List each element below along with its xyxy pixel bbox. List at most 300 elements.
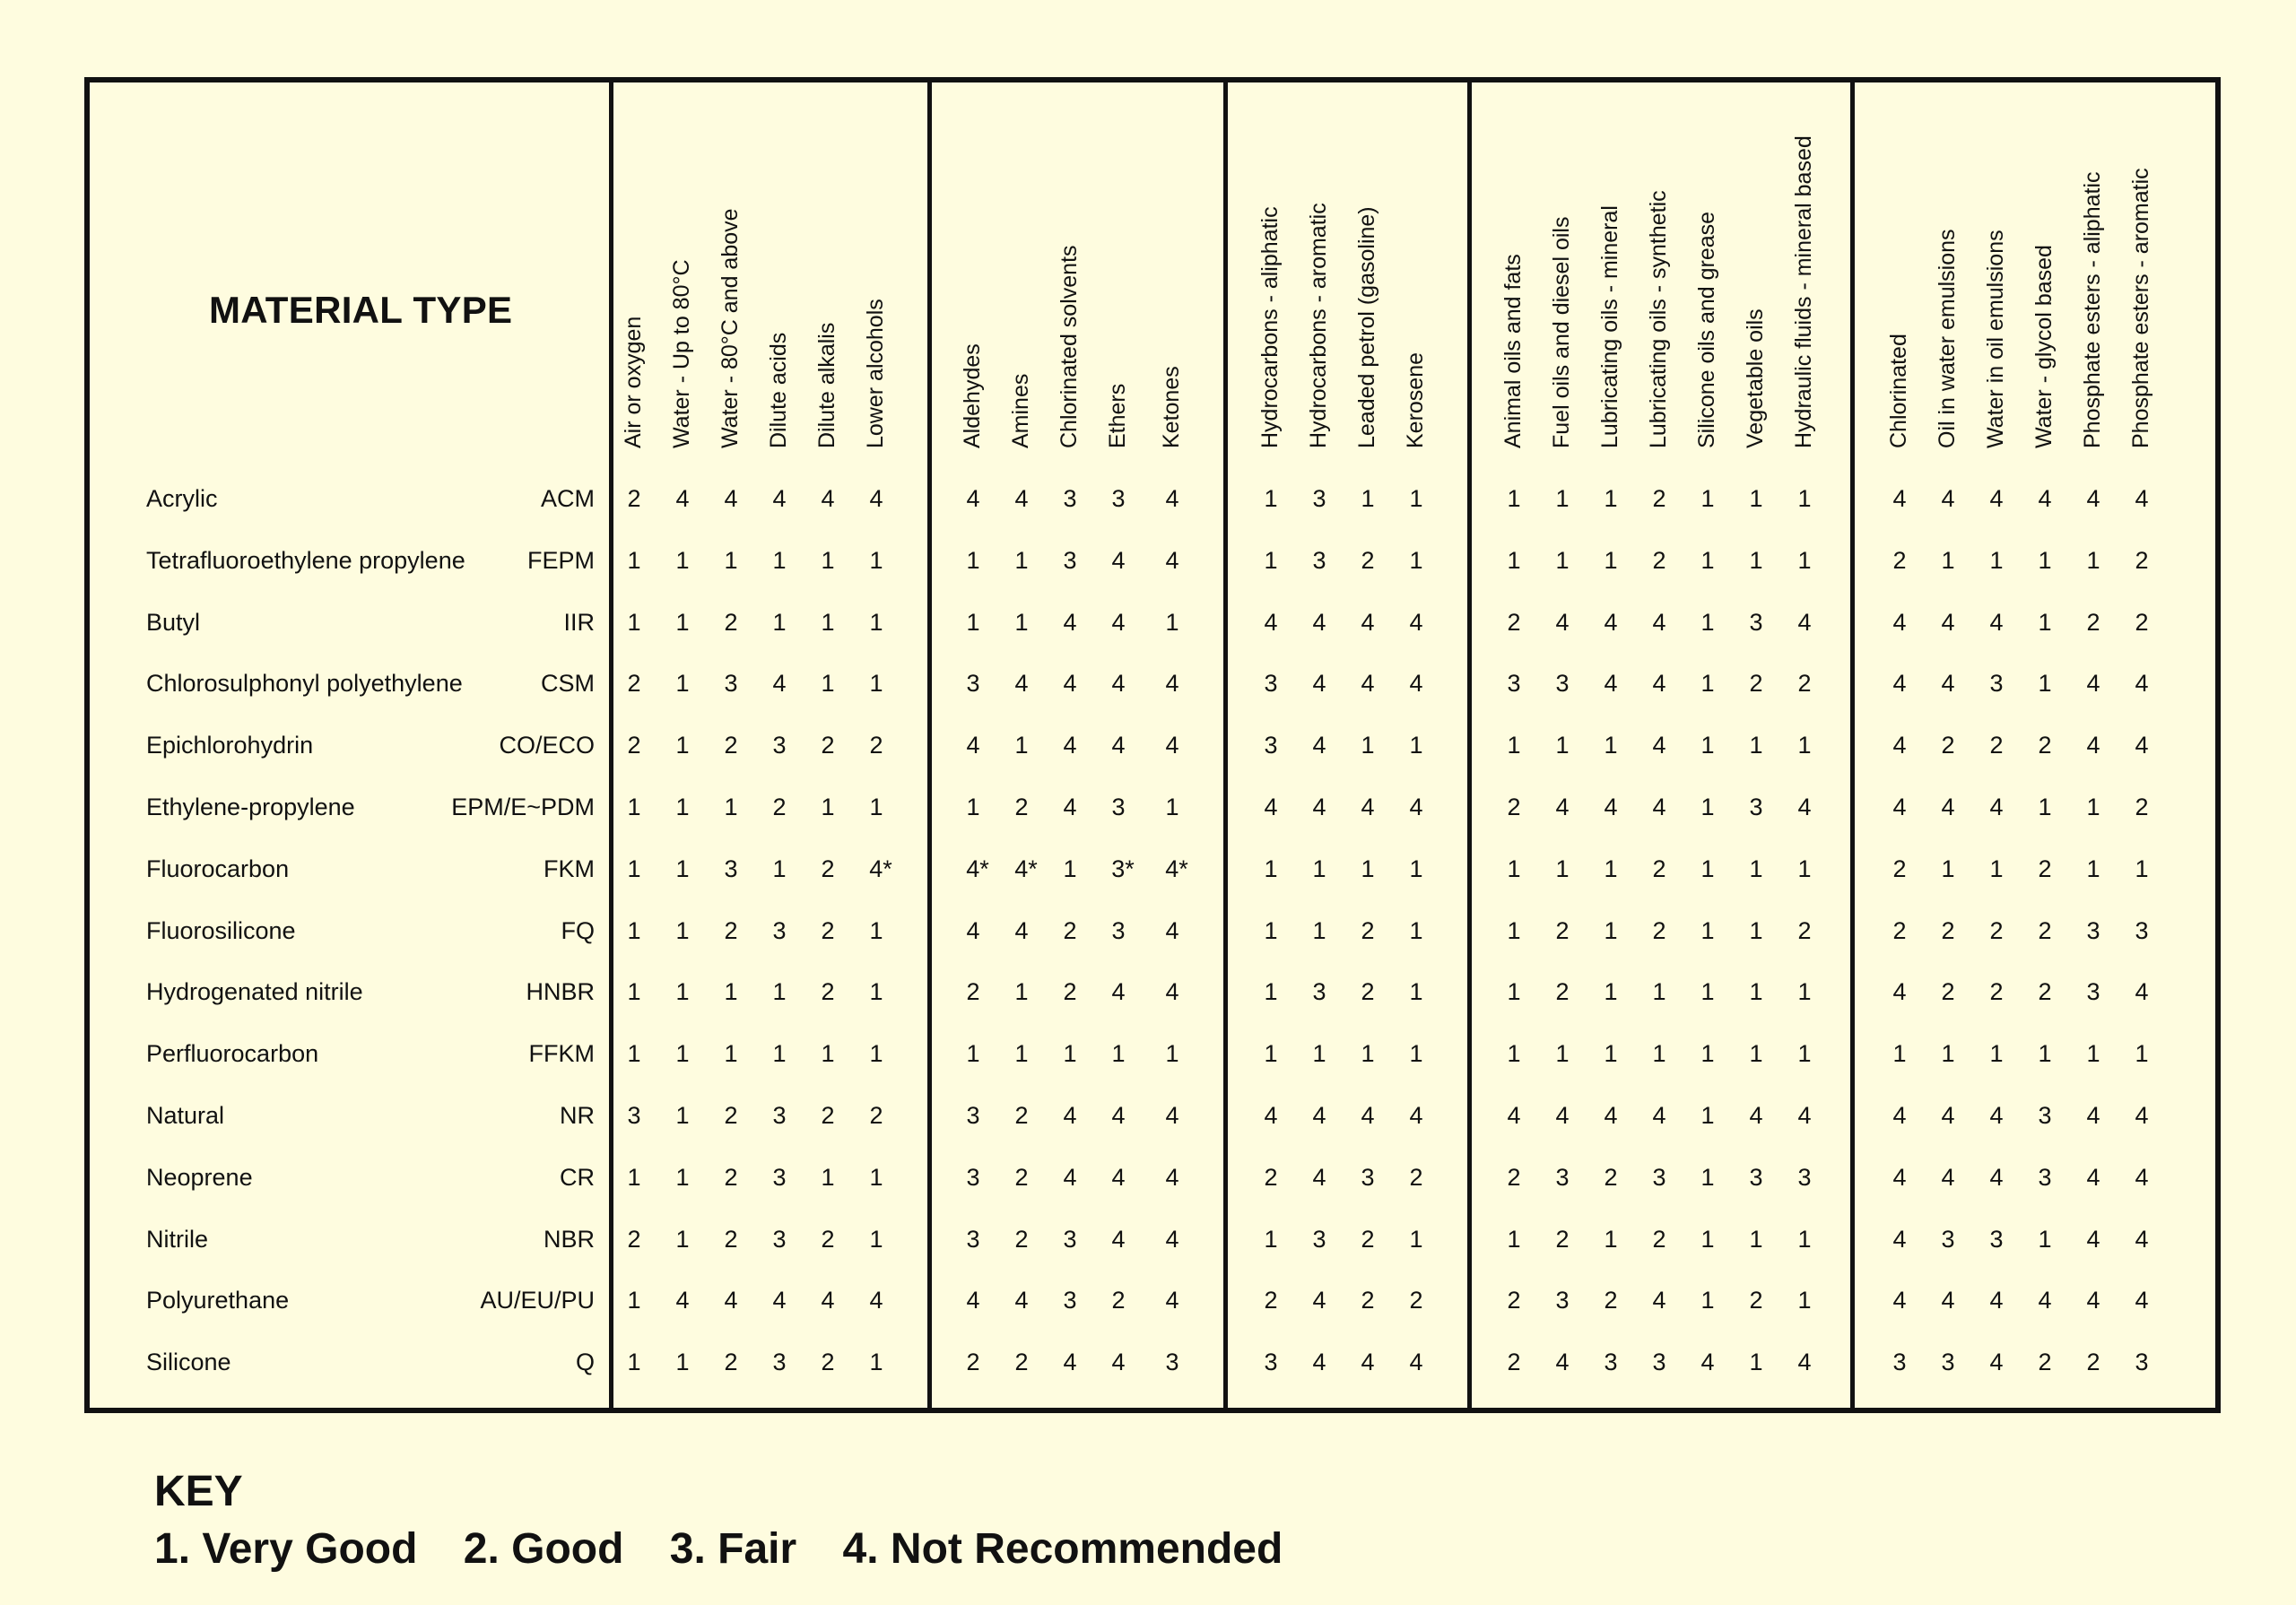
material-name: Silicone bbox=[146, 1349, 231, 1375]
column-divider bbox=[1850, 77, 1855, 1413]
rating-cell: 4 bbox=[2086, 1287, 2100, 1314]
rating-cell: 4 bbox=[869, 1287, 883, 1314]
rating-cell: 4 bbox=[1989, 485, 2004, 512]
rating-cell: 1 bbox=[1555, 855, 1570, 882]
rating-cell: 2 bbox=[1604, 1164, 1618, 1191]
rating-cell: 4 bbox=[966, 1287, 980, 1314]
rating-cell: 1 bbox=[675, 794, 690, 820]
rating-cell: 3 bbox=[1941, 1226, 1955, 1253]
rating-cell: 3 bbox=[1555, 1164, 1570, 1191]
rating-cell: 2 bbox=[1507, 609, 1521, 636]
rating-cell: 4 bbox=[1555, 794, 1570, 820]
material-name: Polyurethane bbox=[146, 1287, 290, 1314]
rating-cell: 4 bbox=[1409, 794, 1423, 820]
rating-cell: 1 bbox=[675, 855, 690, 882]
column-header: Water in oil emulsions bbox=[1983, 230, 2008, 448]
material-name: Chlorosulphonyl polyethylene bbox=[146, 670, 463, 697]
rating-cell: 3 bbox=[1312, 485, 1326, 512]
rating-cell: 1 bbox=[675, 732, 690, 759]
rating-cell: 1 bbox=[1797, 485, 1812, 512]
column-header: Dilute alkalis bbox=[814, 322, 839, 448]
material-type-heading: MATERIAL TYPE bbox=[209, 289, 513, 331]
rating-cell: 2 bbox=[1941, 732, 1955, 759]
rating-cell: 3 bbox=[1749, 794, 1763, 820]
rating-cell: 1 bbox=[1941, 855, 1955, 882]
rating-cell: 1 bbox=[675, 1040, 690, 1067]
rating-cell: 1 bbox=[1989, 855, 2004, 882]
rating-cell: 3 bbox=[772, 1164, 787, 1191]
rating-cell: 4 bbox=[1892, 794, 1907, 820]
rating-cell: 1 bbox=[724, 978, 738, 1005]
material-code: CO/ECO bbox=[499, 732, 595, 759]
rating-cell: 4 bbox=[772, 1287, 787, 1314]
rating-cell: 2 bbox=[1652, 1226, 1666, 1253]
rating-cell: 4 bbox=[1165, 547, 1179, 574]
material-code: FKM bbox=[544, 855, 595, 882]
rating-cell: 4 bbox=[821, 1287, 835, 1314]
rating-cell: 2 bbox=[1014, 1164, 1029, 1191]
rating-cell: 1 bbox=[2038, 547, 2052, 574]
rating-cell: 2 bbox=[821, 917, 835, 944]
rating-cell: 1 bbox=[1014, 547, 1029, 574]
rating-cell: 4 bbox=[1165, 978, 1179, 1005]
rating-cell: 1 bbox=[869, 1349, 883, 1375]
rating-cell: 2 bbox=[2135, 609, 2149, 636]
rating-cell: 1 bbox=[1063, 855, 1077, 882]
rating-cell: 1 bbox=[1797, 855, 1812, 882]
rating-cell: 4 bbox=[2135, 1226, 2149, 1253]
rating-cell: 2 bbox=[1555, 1226, 1570, 1253]
rating-cell: 4 bbox=[724, 1287, 738, 1314]
rating-cell: 2 bbox=[1555, 978, 1570, 1005]
column-header: Fuel oils and diesel oils bbox=[1549, 216, 1574, 448]
rating-cell: 4 bbox=[1409, 1349, 1423, 1375]
material-code: ACM bbox=[541, 485, 595, 512]
rating-cell: 1 bbox=[675, 609, 690, 636]
rating-cell: 4 bbox=[1111, 978, 1126, 1005]
rating-cell: 2 bbox=[821, 978, 835, 1005]
key-item: 4. Not Recommended bbox=[842, 1525, 1283, 1573]
rating-cell: 2 bbox=[1989, 978, 2004, 1005]
rating-cell: 4 bbox=[1165, 1287, 1179, 1314]
rating-cell: 1 bbox=[821, 670, 835, 697]
rating-cell: 1 bbox=[2086, 547, 2100, 574]
rating-cell: 2 bbox=[724, 732, 738, 759]
rating-cell: 1 bbox=[627, 855, 641, 882]
key-item: 1. Very Good bbox=[154, 1525, 418, 1573]
column-divider bbox=[1467, 77, 1472, 1413]
rating-cell: 1 bbox=[1700, 609, 1715, 636]
rating-cell: 1 bbox=[1507, 1226, 1521, 1253]
rating-cell: 3 bbox=[2038, 1164, 2052, 1191]
rating-cell: 1 bbox=[821, 1040, 835, 1067]
rating-cell: 4* bbox=[1165, 855, 1188, 882]
rating-cell: 2 bbox=[627, 485, 641, 512]
rating-cell: 1 bbox=[966, 547, 980, 574]
rating-cell: 2 bbox=[1989, 732, 2004, 759]
rating-cell: 4 bbox=[1111, 732, 1126, 759]
rating-cell: 2 bbox=[724, 609, 738, 636]
rating-cell: 3 bbox=[1892, 1349, 1907, 1375]
rating-cell: 4 bbox=[2135, 1164, 2149, 1191]
material-code: NBR bbox=[543, 1226, 595, 1253]
rating-cell: 3 bbox=[1312, 547, 1326, 574]
rating-cell: 1 bbox=[1507, 485, 1521, 512]
rating-cell: 1 bbox=[966, 1040, 980, 1067]
rating-cell: 1 bbox=[1409, 1040, 1423, 1067]
rating-cell: 1 bbox=[2135, 1040, 2149, 1067]
rating-cell: 1 bbox=[869, 794, 883, 820]
column-divider bbox=[927, 77, 932, 1413]
rating-cell: 4 bbox=[1749, 1102, 1763, 1129]
rating-cell: 1 bbox=[1409, 485, 1423, 512]
rating-cell: 1 bbox=[1165, 1040, 1179, 1067]
rating-cell: 2 bbox=[966, 978, 980, 1005]
rating-cell: 3 bbox=[1063, 1287, 1077, 1314]
column-header: Water - Up to 80°C bbox=[669, 259, 694, 448]
rating-cell: 2 bbox=[627, 670, 641, 697]
rating-cell: 4 bbox=[1989, 609, 2004, 636]
rating-cell: 4 bbox=[1652, 670, 1666, 697]
material-name: Ethylene-propylene bbox=[146, 794, 355, 820]
rating-cell: 2 bbox=[1063, 978, 1077, 1005]
rating-cell: 4 bbox=[772, 485, 787, 512]
rating-cell: 1 bbox=[1700, 855, 1715, 882]
rating-cell: 4 bbox=[1797, 1102, 1812, 1129]
rating-cell: 4* bbox=[869, 855, 892, 882]
rating-cell: 1 bbox=[1652, 1040, 1666, 1067]
rating-cell: 4 bbox=[1014, 1287, 1029, 1314]
rating-cell: 1 bbox=[675, 1164, 690, 1191]
rating-cell: 4 bbox=[821, 485, 835, 512]
rating-cell: 3 bbox=[2086, 978, 2100, 1005]
rating-cell: 3 bbox=[2135, 1349, 2149, 1375]
rating-cell: 4 bbox=[675, 1287, 690, 1314]
rating-cell: 4 bbox=[2086, 485, 2100, 512]
rating-cell: 4 bbox=[1111, 609, 1126, 636]
rating-cell: 1 bbox=[627, 1349, 641, 1375]
rating-cell: 1 bbox=[627, 978, 641, 1005]
rating-cell: 1 bbox=[627, 1164, 641, 1191]
rating-cell: 4 bbox=[1111, 670, 1126, 697]
rating-cell: 4 bbox=[1652, 732, 1666, 759]
rating-cell: 1 bbox=[627, 1040, 641, 1067]
rating-cell: 2 bbox=[1264, 1287, 1278, 1314]
rating-cell: 1 bbox=[2086, 855, 2100, 882]
rating-cell: 4 bbox=[1604, 794, 1618, 820]
rating-cell: 1 bbox=[675, 547, 690, 574]
rating-cell: 4 bbox=[1892, 1164, 1907, 1191]
rating-cell: 1 bbox=[1361, 732, 1375, 759]
material-name: Fluorocarbon bbox=[146, 855, 290, 882]
rating-cell: 2 bbox=[821, 1349, 835, 1375]
rating-cell: 4 bbox=[2086, 1226, 2100, 1253]
rating-cell: 4 bbox=[1264, 1102, 1278, 1129]
rating-cell: 1 bbox=[1989, 547, 2004, 574]
rating-cell: 4 bbox=[2135, 1102, 2149, 1129]
rating-cell: 3 bbox=[2038, 1102, 2052, 1129]
rating-cell: 2 bbox=[821, 1226, 835, 1253]
rating-cell: 4 bbox=[2135, 670, 2149, 697]
rating-cell: 3 bbox=[2086, 917, 2100, 944]
rating-cell: 4 bbox=[2135, 978, 2149, 1005]
rating-cell: 2 bbox=[1361, 1226, 1375, 1253]
rating-cell: 1 bbox=[1507, 855, 1521, 882]
column-header: Water - glycol based bbox=[2031, 245, 2057, 448]
rating-cell: 4 bbox=[1361, 1349, 1375, 1375]
rating-cell: 2 bbox=[1652, 917, 1666, 944]
rating-cell: 1 bbox=[1797, 732, 1812, 759]
rating-cell: 1 bbox=[1555, 732, 1570, 759]
rating-cell: 3 bbox=[1165, 1349, 1179, 1375]
column-header: Water - 80°C and above bbox=[718, 208, 743, 448]
rating-cell: 4 bbox=[1111, 1102, 1126, 1129]
rating-cell: 1 bbox=[1749, 978, 1763, 1005]
rating-cell: 3 bbox=[772, 1349, 787, 1375]
rating-cell: 2 bbox=[966, 1349, 980, 1375]
rating-cell: 1 bbox=[1797, 1226, 1812, 1253]
rating-cell: 4 bbox=[1604, 670, 1618, 697]
rating-cell: 4 bbox=[1111, 547, 1126, 574]
rating-cell: 3 bbox=[1507, 670, 1521, 697]
rating-cell: 1 bbox=[1604, 855, 1618, 882]
rating-cell: 1 bbox=[1063, 1040, 1077, 1067]
rating-cell: 1 bbox=[1409, 1226, 1423, 1253]
rating-cell: 1 bbox=[869, 1164, 883, 1191]
rating-cell: 1 bbox=[1989, 1040, 2004, 1067]
material-name: Acrylic bbox=[146, 485, 218, 512]
rating-cell: 4 bbox=[2135, 1287, 2149, 1314]
rating-cell: 2 bbox=[2135, 794, 2149, 820]
rating-cell: 4 bbox=[1312, 1349, 1326, 1375]
material-name: Fluorosilicone bbox=[146, 917, 296, 944]
column-header: Chlorinated solvents bbox=[1057, 245, 1082, 448]
rating-cell: 4 bbox=[2086, 670, 2100, 697]
rating-cell: 1 bbox=[869, 978, 883, 1005]
rating-cell: 4 bbox=[1700, 1349, 1715, 1375]
rating-cell: 4 bbox=[869, 485, 883, 512]
rating-cell: 1 bbox=[1014, 978, 1029, 1005]
rating-cell: 4 bbox=[1409, 609, 1423, 636]
rating-cell: 4 bbox=[1063, 1102, 1077, 1129]
rating-cell: 1 bbox=[772, 1040, 787, 1067]
rating-cell: 1 bbox=[724, 1040, 738, 1067]
rating-cell: 4 bbox=[2038, 1287, 2052, 1314]
rating-cell: 2 bbox=[1892, 917, 1907, 944]
rating-cell: 1 bbox=[627, 917, 641, 944]
rating-cell: 3 bbox=[1312, 978, 1326, 1005]
rating-cell: 1 bbox=[1604, 1226, 1618, 1253]
rating-cell: 4 bbox=[1014, 670, 1029, 697]
rating-cell: 1 bbox=[1700, 978, 1715, 1005]
rating-cell: 1 bbox=[2135, 855, 2149, 882]
rating-cell: 2 bbox=[724, 1102, 738, 1129]
rating-cell: 1 bbox=[1361, 485, 1375, 512]
rating-cell: 3 bbox=[1111, 485, 1126, 512]
rating-cell: 4 bbox=[1989, 1287, 2004, 1314]
rating-cell: 1 bbox=[2038, 1226, 2052, 1253]
material-name: Neoprene bbox=[146, 1164, 253, 1191]
rating-cell: 2 bbox=[1409, 1164, 1423, 1191]
rating-cell: 1 bbox=[1700, 794, 1715, 820]
rating-cell: 2 bbox=[869, 732, 883, 759]
rating-cell: 4 bbox=[1652, 1287, 1666, 1314]
column-header: Silicone oils and grease bbox=[1694, 211, 1719, 448]
column-header: Ethers bbox=[1105, 383, 1130, 448]
rating-cell: 2 bbox=[1014, 1349, 1029, 1375]
rating-cell: 1 bbox=[966, 794, 980, 820]
rating-cell: 2 bbox=[1989, 917, 2004, 944]
rating-cell: 1 bbox=[1700, 1040, 1715, 1067]
rating-cell: 1 bbox=[1014, 1040, 1029, 1067]
rating-cell: 1 bbox=[1700, 917, 1715, 944]
column-header: Dilute acids bbox=[766, 332, 791, 448]
rating-cell: 4 bbox=[1063, 794, 1077, 820]
rating-cell: 1 bbox=[1941, 547, 1955, 574]
rating-cell: 2 bbox=[1361, 978, 1375, 1005]
rating-cell: 4 bbox=[966, 485, 980, 512]
rating-cell: 4 bbox=[1941, 794, 1955, 820]
rating-cell: 1 bbox=[2038, 794, 2052, 820]
rating-cell: 4 bbox=[1312, 1102, 1326, 1129]
rating-cell: 1 bbox=[1264, 485, 1278, 512]
rating-cell: 3 bbox=[772, 917, 787, 944]
rating-cell: 3 bbox=[772, 1226, 787, 1253]
rating-cell: 3 bbox=[1941, 1349, 1955, 1375]
rating-cell: 3 bbox=[1989, 670, 2004, 697]
rating-cell: 3 bbox=[966, 1164, 980, 1191]
rating-cell: 1 bbox=[1014, 732, 1029, 759]
rating-cell: 4 bbox=[1361, 609, 1375, 636]
rating-cell: 3 bbox=[1604, 1349, 1618, 1375]
rating-cell: 1 bbox=[1892, 1040, 1907, 1067]
rating-cell: 1 bbox=[1409, 547, 1423, 574]
rating-cell: 4 bbox=[1264, 794, 1278, 820]
rating-cell: 2 bbox=[1892, 855, 1907, 882]
rating-cell: 1 bbox=[1749, 1040, 1763, 1067]
rating-cell: 1 bbox=[1797, 978, 1812, 1005]
rating-cell: 1 bbox=[627, 794, 641, 820]
rating-cell: 3 bbox=[1264, 1349, 1278, 1375]
rating-cell: 1 bbox=[1749, 485, 1763, 512]
rating-cell: 1 bbox=[1312, 855, 1326, 882]
rating-cell: 2 bbox=[724, 917, 738, 944]
rating-cell: 3 bbox=[1361, 1164, 1375, 1191]
rating-cell: 2 bbox=[2135, 547, 2149, 574]
column-header: Chlorinated bbox=[1886, 334, 1911, 448]
column-header: Hydrocarbons - aromatic bbox=[1306, 203, 1331, 448]
rating-cell: 1 bbox=[1700, 1102, 1715, 1129]
rating-cell: 4 bbox=[1892, 1102, 1907, 1129]
rating-cell: 1 bbox=[966, 609, 980, 636]
rating-cell: 2 bbox=[1264, 1164, 1278, 1191]
rating-cell: 2 bbox=[1409, 1287, 1423, 1314]
rating-cell: 4 bbox=[1892, 609, 1907, 636]
rating-cell: 1 bbox=[1700, 732, 1715, 759]
rating-cell: 1 bbox=[1507, 917, 1521, 944]
rating-cell: 4 bbox=[1165, 1226, 1179, 1253]
material-name: Hydrogenated nitrile bbox=[146, 978, 363, 1005]
material-name: Epichlorohydrin bbox=[146, 732, 314, 759]
rating-cell: 1 bbox=[1312, 917, 1326, 944]
rating-cell: 4* bbox=[966, 855, 989, 882]
rating-cell: 3 bbox=[1797, 1164, 1812, 1191]
rating-cell: 1 bbox=[821, 609, 835, 636]
material-code: EPM/E~PDM bbox=[451, 794, 595, 820]
rating-cell: 1 bbox=[1604, 1040, 1618, 1067]
rating-cell: 2 bbox=[2038, 1349, 2052, 1375]
key-legend bbox=[154, 1524, 1317, 1574]
rating-cell: 2 bbox=[772, 794, 787, 820]
rating-cell: 1 bbox=[1797, 1040, 1812, 1067]
rating-cell: 2 bbox=[2038, 917, 2052, 944]
rating-cell: 1 bbox=[1507, 732, 1521, 759]
rating-cell: 1 bbox=[1700, 670, 1715, 697]
rating-cell: 2 bbox=[1507, 794, 1521, 820]
column-header: Phosphate esters - aliphatic bbox=[2080, 171, 2105, 448]
rating-cell: 1 bbox=[821, 547, 835, 574]
rating-cell: 4 bbox=[1989, 794, 2004, 820]
rating-cell: 4 bbox=[1652, 794, 1666, 820]
rating-cell: 2 bbox=[1507, 1349, 1521, 1375]
rating-cell: 1 bbox=[724, 547, 738, 574]
rating-cell: 1 bbox=[1749, 1349, 1763, 1375]
rating-cell: 3 bbox=[1111, 917, 1126, 944]
rating-cell: 1 bbox=[1264, 547, 1278, 574]
material-code: FEPM bbox=[526, 547, 595, 574]
material-name: Perfluorocarbon bbox=[146, 1040, 319, 1067]
rating-cell: 1 bbox=[1941, 1040, 1955, 1067]
rating-cell: 1 bbox=[1409, 732, 1423, 759]
rating-cell: 1 bbox=[869, 917, 883, 944]
rating-cell: 1 bbox=[1700, 547, 1715, 574]
rating-cell: 2 bbox=[1797, 670, 1812, 697]
key-item: 3. Fair bbox=[669, 1525, 797, 1573]
rating-cell: 1 bbox=[1264, 978, 1278, 1005]
rating-cell: 3 bbox=[724, 670, 738, 697]
rating-cell: 2 bbox=[1361, 547, 1375, 574]
rating-cell: 2 bbox=[869, 1102, 883, 1129]
rating-cell: 2 bbox=[724, 1164, 738, 1191]
rating-cell: 2 bbox=[1652, 485, 1666, 512]
rating-cell: 2 bbox=[821, 732, 835, 759]
rating-cell: 4 bbox=[1797, 609, 1812, 636]
rating-cell: 1 bbox=[2038, 609, 2052, 636]
rating-cell: 4 bbox=[1555, 1349, 1570, 1375]
rating-cell: 1 bbox=[1604, 917, 1618, 944]
rating-cell: 2 bbox=[627, 732, 641, 759]
rating-cell: 1 bbox=[772, 547, 787, 574]
rating-cell: 1 bbox=[1264, 1040, 1278, 1067]
rating-cell: 4* bbox=[1014, 855, 1038, 882]
rating-cell: 4 bbox=[1312, 794, 1326, 820]
column-header: Leaded petrol (gasoline) bbox=[1354, 206, 1379, 448]
rating-cell: 1 bbox=[772, 855, 787, 882]
rating-cell: 2 bbox=[2038, 978, 2052, 1005]
rating-cell: 1 bbox=[869, 1040, 883, 1067]
rating-cell: 1 bbox=[1555, 547, 1570, 574]
material-name: Butyl bbox=[146, 609, 201, 636]
rating-cell: 1 bbox=[2086, 794, 2100, 820]
rating-cell: 2 bbox=[2086, 609, 2100, 636]
rating-cell: 1 bbox=[1409, 917, 1423, 944]
rating-cell: 3 bbox=[1063, 485, 1077, 512]
rating-cell: 1 bbox=[627, 1287, 641, 1314]
rating-cell: 1 bbox=[821, 794, 835, 820]
rating-cell: 4 bbox=[1989, 1102, 2004, 1129]
rating-cell: 4 bbox=[2086, 732, 2100, 759]
rating-cell: 1 bbox=[869, 609, 883, 636]
